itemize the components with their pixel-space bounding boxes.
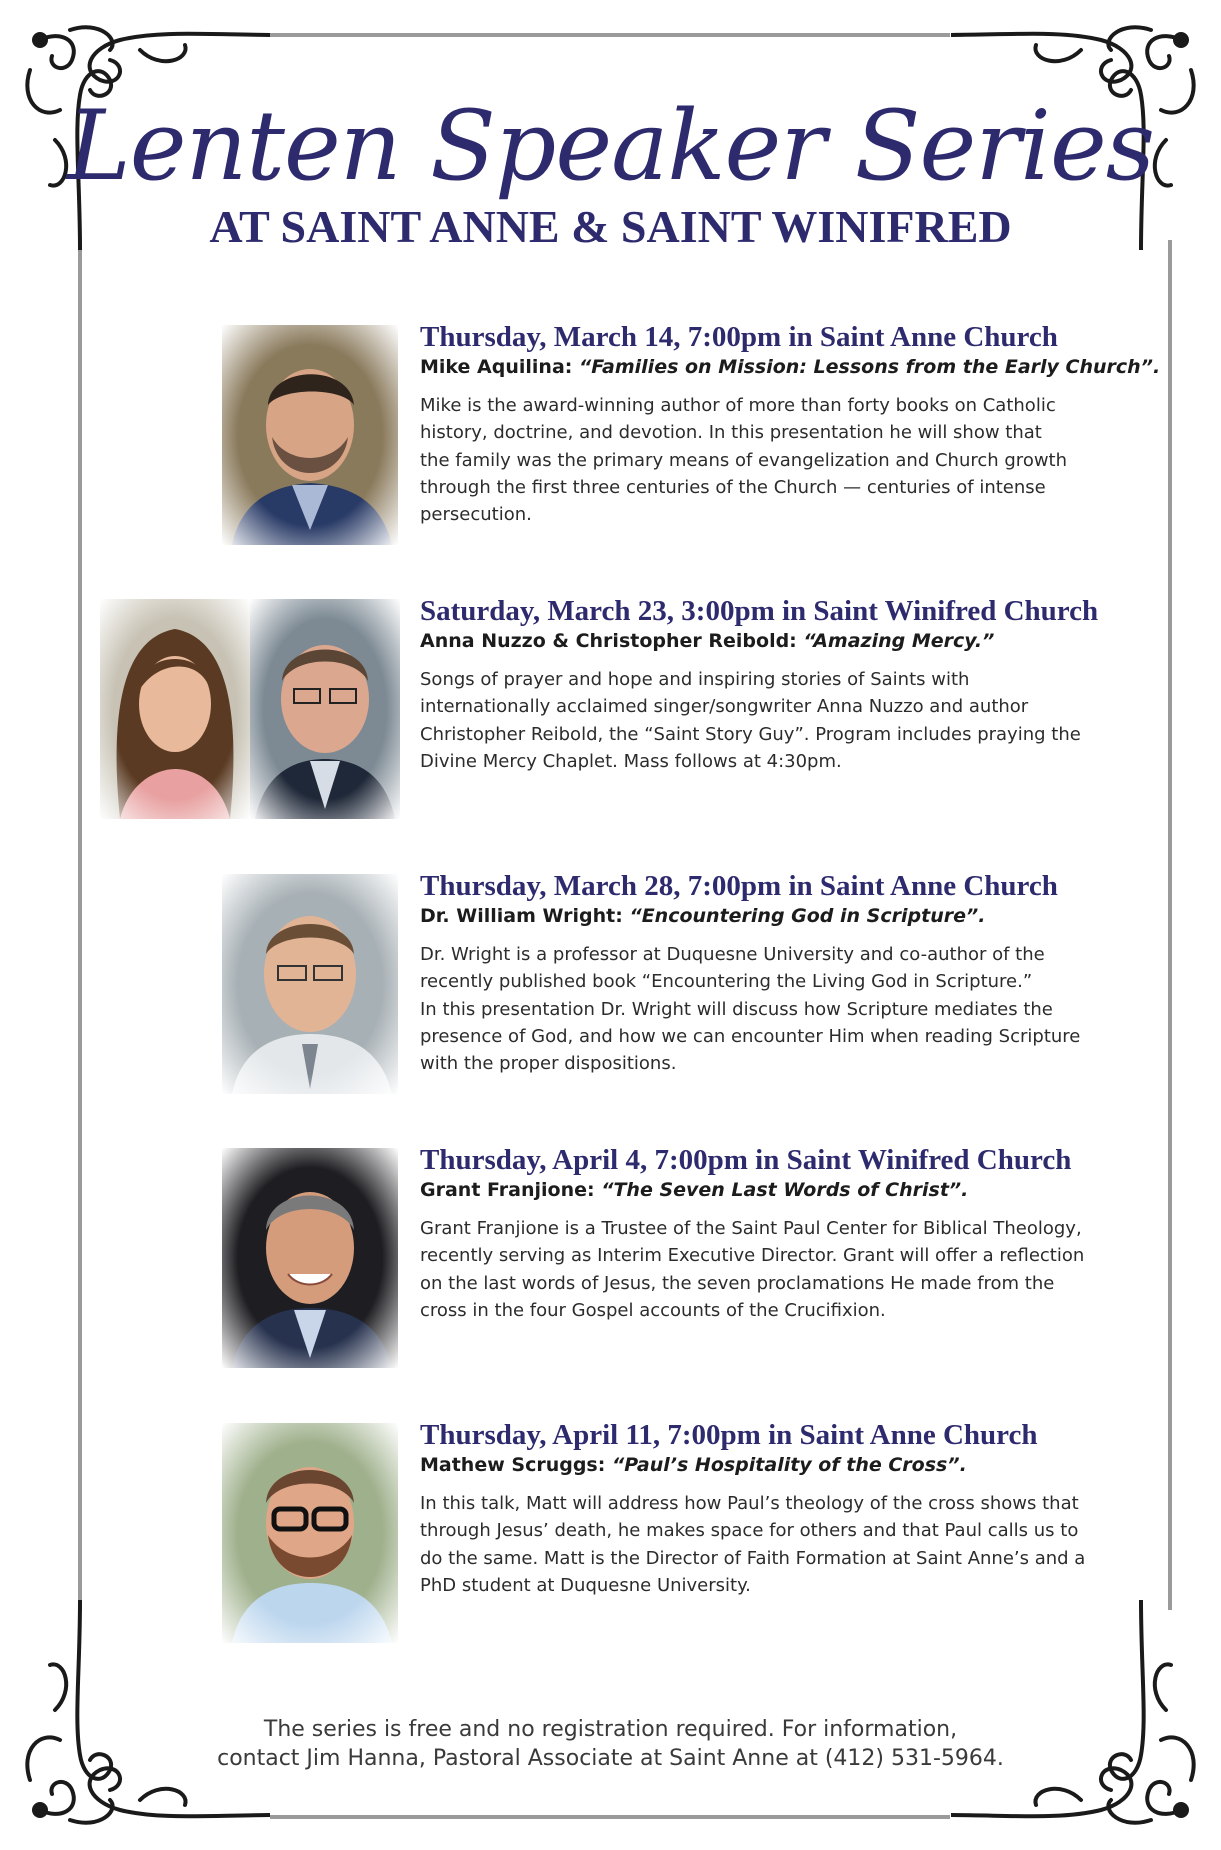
speaker-photo-william-wright [222,874,398,1094]
description-line: with the proper dispositions. [420,1053,677,1075]
speaker-name: Mike Aquilina: [420,356,573,378]
event-details [420,869,1120,1077]
page-subtitle: AT SAINT ANNE & SAINT WINIFRED [209,201,1012,252]
event-details [420,1418,1120,1599]
event-details [420,594,1120,775]
talk-title: “Encountering God in Scripture”. [629,905,986,927]
event-description [420,1490,1120,1599]
event-details [420,320,1161,528]
description-line: Songs of prayer and hope and inspiring stories of Saints with [420,669,970,690]
speaker-line [420,1454,1120,1476]
talk-title: “Families on Mission: Lessons from the Early Church”. [579,356,1161,378]
speaker-photo-anna-nuzzo [100,599,250,819]
speaker-photo-mathew-scruggs [222,1423,398,1643]
description-line: Dr. Wright is a professor at Duquesne University and co-author of the [420,944,1045,965]
description-line: In this presentation Dr. Wright will discuss how Scripture mediates the [420,998,1053,1020]
description-line: recently serving as Interim Executive Director. Grant will offer a reflection [420,1245,1085,1267]
description-line: Grant Franjione is a Trustee of the Saint Paul Center for Biblical Theology, [420,1218,1082,1239]
description-line: In this talk, Matt will address how Paul’s theology of the cross shows that [420,1493,1079,1514]
event-description [420,941,1120,1077]
speaker-name: Grant Franjione: [420,1179,595,1201]
event-heading: Thursday, March 28, 7:00pm in Saint Anne Church [420,870,1058,902]
description-line: presence of God, and how we can encounter Him when reading Scripture [420,1025,1081,1047]
description-line: do the same. Matt is the Director of Faith Formation at Saint Anne’s and a [420,1547,1086,1569]
description-line: recently published book “Encountering the Living God in Scripture.” [420,971,1033,993]
speaker-photo-mike-aquilina [222,325,398,545]
event-4 [0,1143,1221,1373]
speaker-line [420,356,1161,378]
speaker-name: Anna Nuzzo & Christopher Reibold: [420,630,797,652]
speaker-line [420,630,1120,652]
footer-line: contact Jim Hanna, Pastoral Associate at Saint Anne at (412) 531-5964. [217,1746,1004,1771]
frame-bottom-line [270,1815,950,1819]
footer-info [0,1715,1221,1773]
frame-top-line [270,33,950,37]
description-line: Christopher Reibold, the “Saint Story Guy”. Program includes praying the [420,723,1081,745]
description-line: cross in the four Gospel accounts of the Crucifixion. [420,1299,886,1321]
speaker-name: Dr. William Wright: [420,905,623,927]
event-description [420,1215,1120,1324]
event-heading: Thursday, April 11, 7:00pm in Saint Anne Church [420,1419,1038,1451]
description-line: Divine Mercy Chaplet. Mass follows at 4:30pm. [420,750,842,772]
speaker-photo-grant-franjione [222,1148,398,1368]
event-3 [0,869,1221,1099]
speaker-photo-christopher-reibold [250,599,400,819]
talk-title: “The Seven Last Words of Christ”. [601,1179,969,1201]
page-title: Lenten Speaker Series [66,90,1155,202]
footer-line: The series is free and no registration required. For information, [263,1717,958,1742]
event-details [420,1143,1120,1324]
description-line: PhD student at Duquesne University. [420,1574,751,1596]
event-heading: Thursday, March 14, 7:00pm in Saint Anne Church [420,321,1058,353]
speaker-line [420,1179,1120,1201]
description-line: on the last words of Jesus, the seven proclamations He made from the [420,1272,1055,1294]
description-line: Mike is the award-winning author of more than forty books on Catholic [420,395,1056,416]
description-line: internationally acclaimed singer/songwriter Anna Nuzzo and author [420,696,1029,718]
description-line: through the first three centuries of the Church — centuries of intense [420,476,1046,498]
description-line: history, doctrine, and devotion. In this presentation he will show that [420,422,1042,444]
speaker-line [420,905,1120,927]
speaker-name: Mathew Scruggs: [420,1454,606,1476]
talk-title: “Amazing Mercy.” [803,630,995,652]
description-line: the family was the primary means of evangelization and Church growth [420,449,1068,471]
event-1 [0,320,1221,550]
event-heading: Thursday, April 4, 7:00pm in Saint Winifred Church [420,1144,1072,1176]
event-description [420,666,1120,775]
event-heading: Saturday, March 23, 3:00pm in Saint Winifred Church [420,595,1099,627]
event-2 [0,594,1221,824]
description-line: persecution. [420,504,532,526]
event-5 [0,1418,1221,1648]
talk-title: “Paul’s Hospitality of the Cross”. [611,1454,967,1476]
description-line: through Jesus’ death, he makes space for others and that Paul calls us to [420,1520,1079,1542]
event-description [420,392,1120,528]
